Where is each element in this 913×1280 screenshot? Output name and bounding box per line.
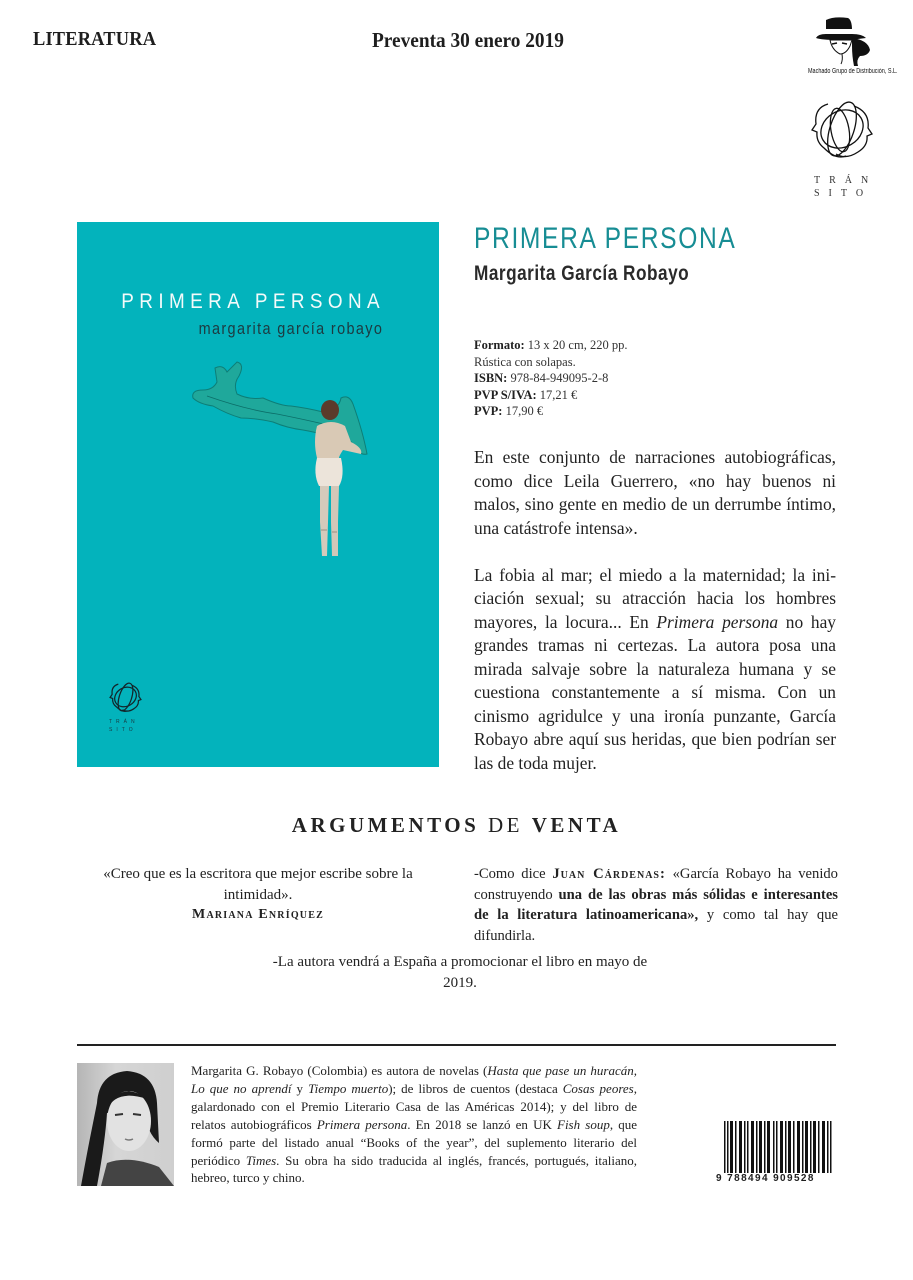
book-specs bbox=[474, 337, 627, 420]
publisher-wordmark-line2: SITO bbox=[814, 188, 873, 199]
publisher-wordmark bbox=[814, 174, 877, 200]
heading-word: DE bbox=[479, 813, 532, 837]
distributor-logo bbox=[808, 16, 908, 82]
spec-label: Formato: bbox=[474, 338, 525, 352]
barcode-digits: 9 788494 909528 bbox=[716, 1173, 837, 1184]
bio-book-title: Hasta que pase un huracán, Lo que no aprendí bbox=[191, 1063, 637, 1096]
cover-author: margarita garcía robayo bbox=[198, 319, 383, 338]
selling-points-heading bbox=[0, 813, 913, 838]
spec-price bbox=[474, 403, 627, 420]
synopsis-paragraph-1: En este conjunto de narraciones autobiográficas, como dice Leila Guerrero, «no hay buenos ni malos, sino gente en medio de un derrumbe íntimo, una catástrofe intensa». bbox=[474, 447, 836, 538]
transito-heads-icon bbox=[107, 680, 143, 716]
publisher-logo bbox=[806, 96, 886, 206]
book-title: PRIMERA PERSONA bbox=[474, 222, 737, 255]
quote-author: Mariana Enríquez bbox=[192, 907, 324, 922]
promotion-note: -La autora vendrá a España a promocionar el libro en mayo de 2019. bbox=[272, 954, 648, 991]
author-photo bbox=[77, 1063, 174, 1186]
bio-publication: Times bbox=[245, 1152, 277, 1168]
heading-word: VENTA bbox=[531, 813, 622, 837]
quote-enriquez bbox=[84, 864, 432, 926]
bio-book-title: Cosas peores bbox=[562, 1080, 634, 1096]
synopsis-text: no hay grandes tramas ni certezas. La autora posa una mirada salvaje sobre la naturaleza humana y se cuestiona constantemente a sí misma. Con un cinismo agridulce y una ironía punzante, García Robayo abre aquí sus heridas, que bien podrían ser las de toda mujer. bbox=[474, 611, 836, 773]
category-label: LITERATURA bbox=[33, 28, 157, 50]
bio-text: Margarita G. Robayo (Colombia) es autora de novelas ( bbox=[191, 1063, 488, 1078]
quote-text: -Como dice bbox=[474, 866, 553, 882]
spec-format bbox=[474, 337, 627, 354]
quote-author: Juan Cárdenas: bbox=[552, 866, 666, 882]
spec-price-no-vat bbox=[474, 387, 627, 404]
book-author: Margarita García Robayo bbox=[474, 262, 690, 285]
quote-text: y como tal hay que difundirla. bbox=[474, 907, 838, 944]
spec-label: PVP: bbox=[474, 404, 503, 418]
spec-value: 17,90 € bbox=[502, 404, 544, 418]
spec-value: 17,21 € bbox=[536, 387, 578, 402]
bio-book-title: Primera persona bbox=[316, 1116, 408, 1132]
bio-text: . Su obra ha sido traducida al inglés, francés, portugués, italiano, hebreo, turco y chino. bbox=[191, 1152, 638, 1186]
cover-wordmark-line2: SITO bbox=[109, 727, 137, 733]
quote-cardenas bbox=[474, 864, 838, 946]
spec-label: ISBN: bbox=[474, 371, 508, 385]
synopsis-text: La fobia al mar; el miedo a la maternidad; la iniciación sexual; su atracción hacia los hombres mayores, la locura... En bbox=[474, 564, 836, 632]
author-portrait-image bbox=[77, 1063, 174, 1186]
spec-value: 13 x 20 cm, 220 pp. bbox=[524, 338, 628, 352]
spec-value: 978-84-949095-2-8 bbox=[507, 371, 609, 385]
synopsis-book-title: Primera persona bbox=[656, 611, 779, 632]
cover-publisher-wordmark bbox=[109, 718, 139, 734]
machado-hat-portrait-icon bbox=[812, 16, 874, 66]
transito-heads-icon bbox=[806, 96, 876, 166]
spec-binding bbox=[474, 354, 627, 371]
quote-text: «Creo que es la escritora que mejor escribe sobre la intimidad». bbox=[103, 866, 413, 903]
spec-isbn bbox=[474, 370, 627, 387]
bio-text: , galardonado con el Premio Literario Casa de las Américas 2014); y del libro de relatos autobiográficos bbox=[191, 1080, 637, 1132]
quote-text: «García Robayo ha venido construyendo bbox=[474, 866, 838, 903]
isbn-barcode bbox=[716, 1121, 837, 1187]
bio-text: y bbox=[291, 1080, 309, 1096]
publisher-wordmark-line1: TRÁN bbox=[814, 175, 878, 186]
cover-wordmark-line1: TRÁN bbox=[109, 719, 139, 725]
spec-label: PVP S/IVA: bbox=[474, 387, 537, 402]
author-bio bbox=[191, 1062, 637, 1187]
section-divider bbox=[77, 1044, 836, 1046]
distributor-caption: Machado Grupo de Distribución, S.L. bbox=[808, 68, 898, 75]
bio-text: , que formó parte del listado anual “Books of the year”, del suplemento literario del periódico bbox=[191, 1116, 638, 1168]
presale-date: Preventa 30 enero 2019 bbox=[372, 28, 564, 52]
book-synopsis bbox=[474, 446, 836, 799]
synopsis-paragraph-2 bbox=[474, 564, 836, 776]
cover-title: PRIMERA PERSONA bbox=[121, 290, 385, 313]
bio-text: . En 2018 se lanzó en UK bbox=[407, 1116, 557, 1132]
bio-book-title: Tiempo muerto bbox=[308, 1080, 389, 1096]
cover-publisher-logo bbox=[107, 680, 147, 750]
quote-highlight: una de las obras más sólidas e interesantes de la literatura latinoamericana», bbox=[474, 886, 838, 923]
heading-word: ARGUMENTOS bbox=[291, 813, 480, 837]
spec-value: Rústica con solapas. bbox=[474, 354, 576, 369]
book-cover bbox=[77, 222, 439, 767]
bio-text: ); de libros de cuentos (destaca bbox=[388, 1080, 563, 1096]
bio-book-title: Fish soup bbox=[557, 1116, 610, 1132]
